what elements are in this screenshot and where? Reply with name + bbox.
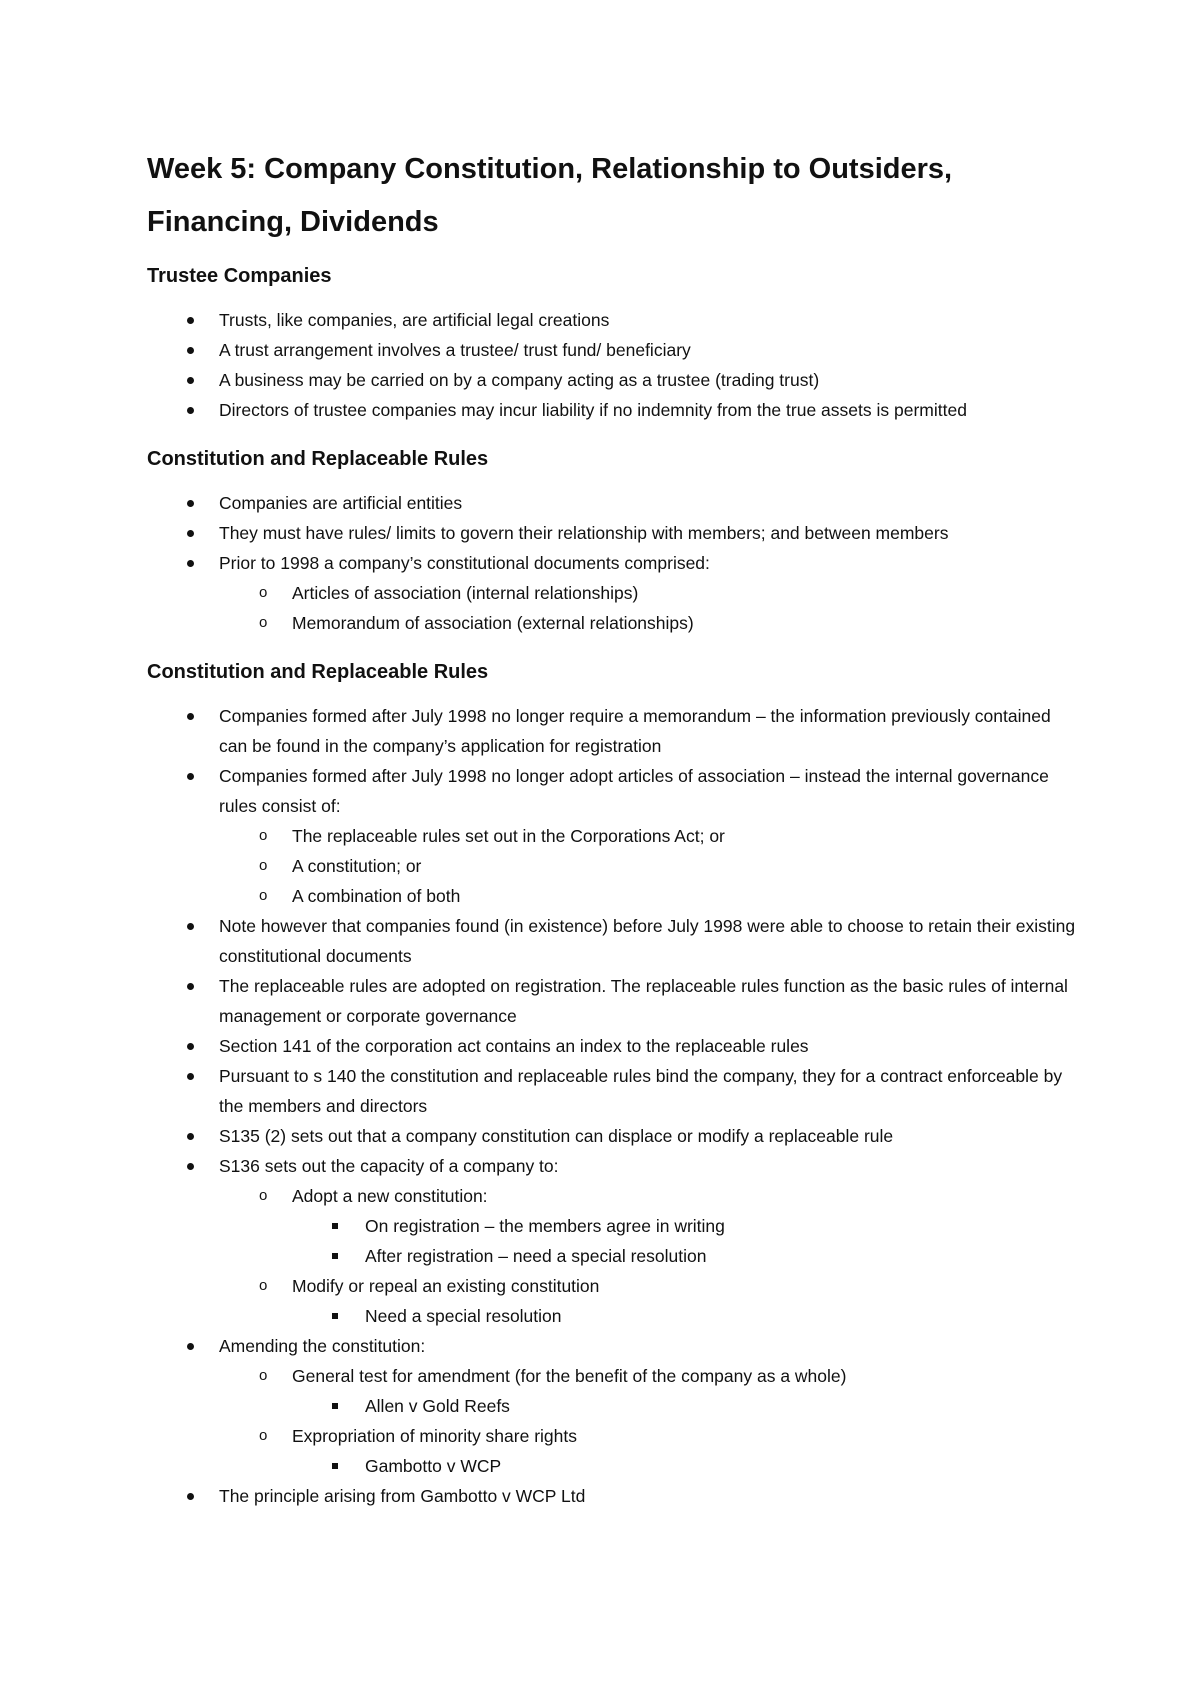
bullet-dot-icon <box>187 560 194 567</box>
bullet-square-icon <box>332 1313 338 1319</box>
bullet-circle-icon: o <box>259 1427 268 1444</box>
list-item: The replaceable rules are adopted on registration. The replaceable rules function as the basic rules of internal management or corporate governance <box>147 971 1077 1031</box>
section-heading-trustee-companies: Trustee Companies <box>147 265 332 287</box>
sub-list-item: o The replaceable rules set out in the Corporations Act; or <box>219 821 1077 851</box>
bullet-circle-icon: o <box>259 1187 268 1204</box>
bullet-dot-icon <box>187 1163 194 1170</box>
bullet-dot-icon <box>187 1493 194 1500</box>
bullet-dot-icon <box>187 500 194 507</box>
list-item: They must have rules/ limits to govern their relationship with members; and between members <box>147 518 1077 548</box>
bullet-dot-icon <box>187 923 194 930</box>
sub-sub-list-item: On registration – the members agree in writing <box>292 1211 1077 1241</box>
bullet-dot-icon <box>187 407 194 414</box>
section-heading-constitution-1: Constitution and Replaceable Rules <box>147 448 489 470</box>
bullet-dot-icon <box>187 773 194 780</box>
list-item: Pursuant to s 140 the constitution and replaceable rules bind the company, they for a contract enforceable by the members and directors <box>147 1061 1077 1121</box>
list-item: Note however that companies found (in existence) before July 1998 were able to choose to retain their existing constitutional documents <box>147 911 1077 971</box>
bullet-dot-icon <box>187 983 194 990</box>
bullet-square-icon <box>332 1223 338 1229</box>
bullet-circle-icon: o <box>259 584 268 601</box>
sub-sub-list-item: Allen v Gold Reefs <box>292 1391 1077 1421</box>
sub-sub-list <box>292 1211 1077 1271</box>
bullet-list <box>147 305 1077 425</box>
bullet-square-icon <box>332 1463 338 1469</box>
sub-sub-list <box>292 1391 1077 1421</box>
sub-list-item: o A combination of both <box>219 881 1077 911</box>
sub-sub-list-item: Gambotto v WCP <box>292 1451 1077 1481</box>
sub-list-item: o A constitution; or <box>219 851 1077 881</box>
document-page <box>147 143 1077 1530</box>
sub-sub-list <box>292 1451 1077 1481</box>
bullet-dot-icon <box>187 1043 194 1050</box>
sub-list <box>219 1181 1077 1331</box>
sub-list-item: o Memorandum of association (external relationships) <box>219 608 1077 638</box>
sub-sub-list <box>292 1301 1077 1331</box>
sub-list-item: o Articles of association (internal relationships) <box>219 578 1077 608</box>
list-item: Trusts, like companies, are artificial legal creations <box>147 305 1077 335</box>
list-item: Directors of trustee companies may incur liability if no indemnity from the true assets is permitted <box>147 395 1077 425</box>
bullet-dot-icon <box>187 530 194 537</box>
bullet-square-icon <box>332 1403 338 1409</box>
list-item: Companies are artificial entities <box>147 488 1077 518</box>
bullet-square-icon <box>332 1253 338 1259</box>
bullet-circle-icon: o <box>259 857 268 874</box>
list-item: Prior to 1998 a company’s constitutional documents comprised: o Articles of association (internal relationships) o Memorandum of association (external relationships) <box>147 548 1077 638</box>
bullet-dot-icon <box>187 377 194 384</box>
document-title: Week 5: Company Constitution, Relationship to Outsiders, Financing, Dividends <box>147 153 953 238</box>
list-item: Section 141 of the corporation act contains an index to the replaceable rules <box>147 1031 1077 1061</box>
list-item: Amending the constitution: o General test for amendment (for the benefit of the company as a whole) Allen v Gold Reefs o Expropriation of minority share rights Gambotto v WCP <box>147 1331 1077 1481</box>
bullet-dot-icon <box>187 347 194 354</box>
sub-list-item: o Expropriation of minority share rights Gambotto v WCP <box>219 1421 1077 1481</box>
sub-list-item: o Modify or repeal an existing constitution Need a special resolution <box>219 1271 1077 1331</box>
list-item: S136 sets out the capacity of a company to: o Adopt a new constitution: On registration – the members agree in writing After registration – need a special resolution o Modify or repeal an existing constitution Need a special resolution <box>147 1151 1077 1331</box>
bullet-circle-icon: o <box>259 887 268 904</box>
list-item: The principle arising from Gambotto v WCP Ltd <box>147 1481 1077 1511</box>
bullet-circle-icon: o <box>259 1367 268 1384</box>
bullet-dot-icon <box>187 1133 194 1140</box>
bullet-list <box>147 488 1077 638</box>
bullet-list <box>147 701 1077 1511</box>
bullet-dot-icon <box>187 713 194 720</box>
list-item: Companies formed after July 1998 no longer adopt articles of association – instead the internal governance rules consist of: o The replaceable rules set out in the Corporations Act; or o A constitution; or o A combination of both <box>147 761 1077 911</box>
sub-list-item: o General test for amendment (for the benefit of the company as a whole) Allen v Gold Reefs <box>219 1361 1077 1421</box>
sub-sub-list-item: Need a special resolution <box>292 1301 1077 1331</box>
list-item: A business may be carried on by a company acting as a trustee (trading trust) <box>147 365 1077 395</box>
bullet-dot-icon <box>187 1073 194 1080</box>
bullet-dot-icon <box>187 1343 194 1350</box>
sub-sub-list-item: After registration – need a special resolution <box>292 1241 1077 1271</box>
bullet-dot-icon <box>187 317 194 324</box>
sub-list-item: o Adopt a new constitution: On registration – the members agree in writing After registration – need a special resolution <box>219 1181 1077 1271</box>
list-item: S135 (2) sets out that a company constitution can displace or modify a replaceable rule <box>147 1121 1077 1151</box>
list-item: A trust arrangement involves a trustee/ trust fund/ beneficiary <box>147 335 1077 365</box>
sub-list <box>219 1361 1077 1481</box>
bullet-circle-icon: o <box>259 614 268 631</box>
section-heading-constitution-2: Constitution and Replaceable Rules <box>147 661 489 683</box>
list-item: Companies formed after July 1998 no longer require a memorandum – the information previously contained can be found in the company’s application for registration <box>147 701 1077 761</box>
bullet-circle-icon: o <box>259 1277 268 1294</box>
sub-list <box>219 821 1077 911</box>
sub-list <box>219 578 1077 638</box>
bullet-circle-icon: o <box>259 827 268 844</box>
